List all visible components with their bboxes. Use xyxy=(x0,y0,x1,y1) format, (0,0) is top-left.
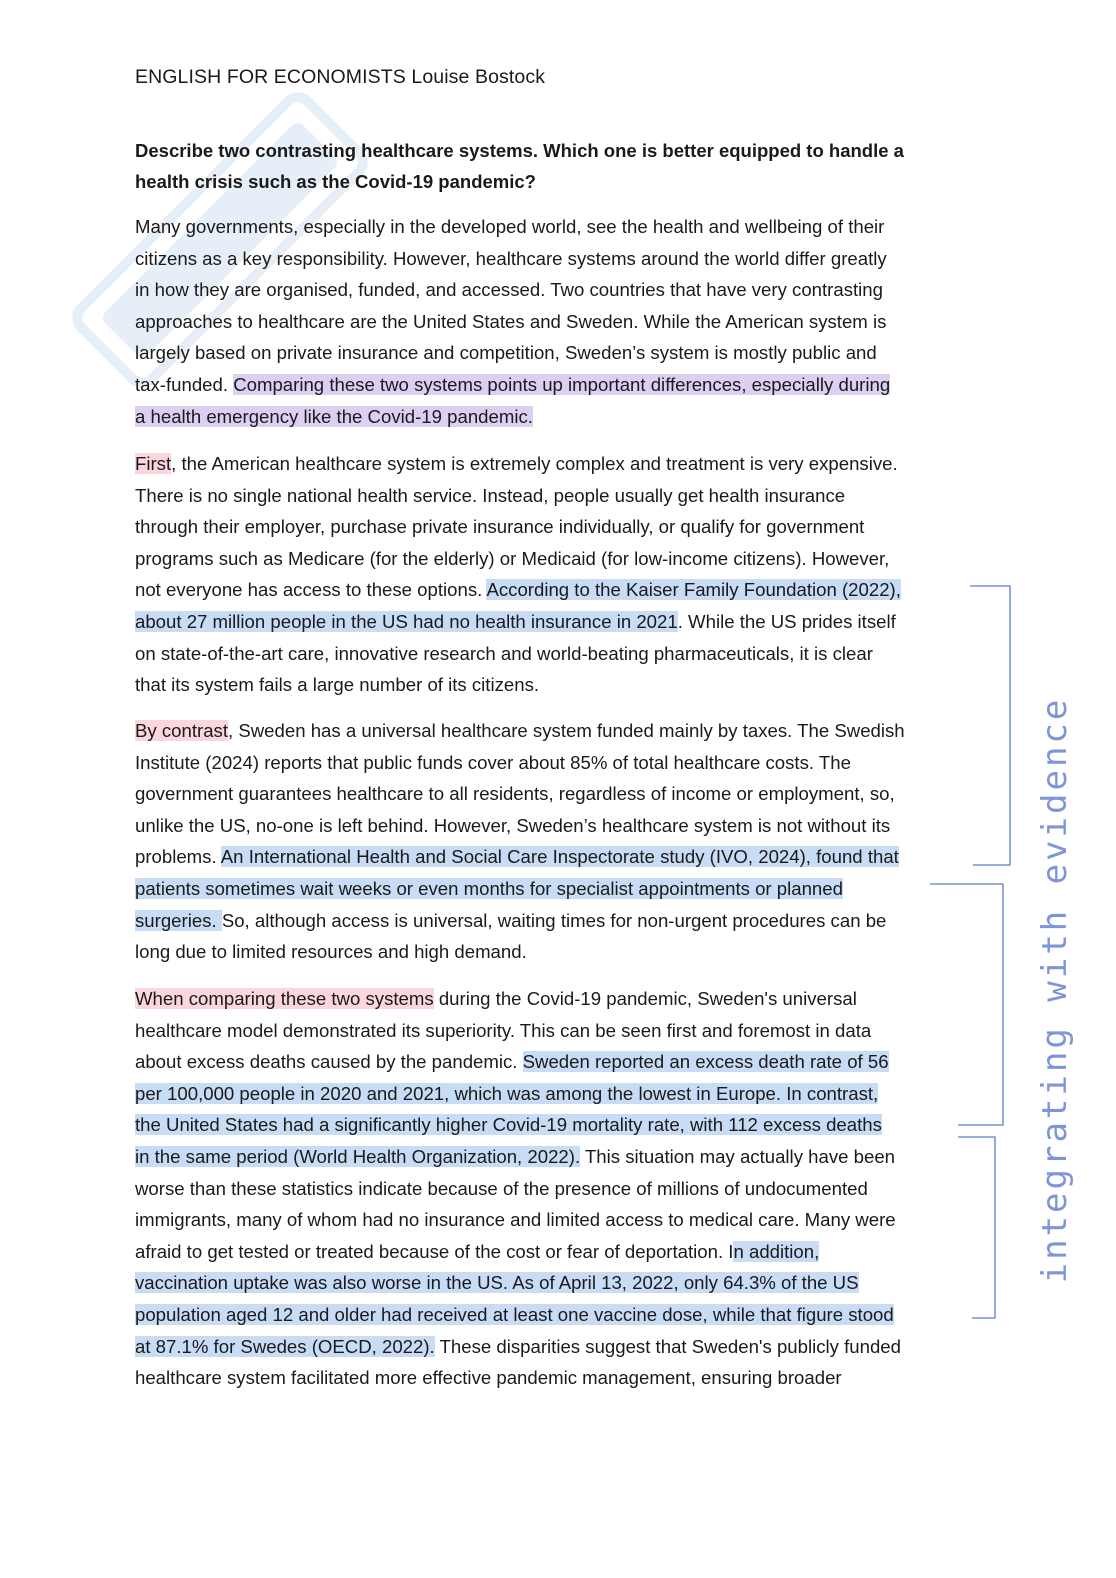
text-line: Many governments, especially in the developed world, see the health and wellbeing of their xyxy=(135,216,885,237)
evidence-highlight: surgeries. xyxy=(135,909,222,931)
text-line xyxy=(135,369,980,401)
question-line: health crisis such as the Covid-19 pandemic? xyxy=(135,171,536,192)
text-line: through their employer, purchase private insurance individually, or qualify for government xyxy=(135,516,865,538)
evidence-highlight: population aged 12 and older had received at least one vaccine dose, while that figure stood xyxy=(135,1303,894,1325)
text-line xyxy=(135,606,980,638)
text-line xyxy=(135,715,980,747)
text-line: unlike the US, no-one is left behind. However, Sweden’s healthcare system is not without its xyxy=(135,814,891,836)
paragraph-sweden-system xyxy=(135,715,980,968)
text-line xyxy=(135,1078,980,1110)
text-line: that its system fails a large number of its citizens. xyxy=(135,674,540,696)
text-line: Institute (2024) reports that public funds cover about 85% of total healthcare costs. The xyxy=(135,751,851,773)
text-run: . While the US prides itself xyxy=(677,610,896,632)
text-line xyxy=(135,1046,980,1078)
text-line: worse than these statistics indicate because of the presence of millions of undocumented xyxy=(135,1177,868,1199)
linking-word-highlight: When comparing these two systems xyxy=(135,988,434,1009)
evidence-highlight: the United States had a significantly higher Covid-19 mortality rate, with 112 excess deaths xyxy=(135,1114,882,1136)
evidence-highlight: at 87.1% for Swedes (OECD, 2022). xyxy=(135,1335,435,1357)
text-run: So, although access is universal, waiting times for non-urgent procedures can be xyxy=(221,909,887,931)
evidence-highlight: vaccination uptake was also worse in the US. As of April 13, 2022, only 64.3% of the US xyxy=(135,1272,859,1294)
evidence-highlight: n addition, xyxy=(733,1240,820,1262)
text-run: This situation may actually have been xyxy=(580,1145,896,1167)
linking-word-highlight: First xyxy=(135,453,172,474)
evidence-highlight: Sweden reported an excess death rate of 56 xyxy=(522,1051,889,1073)
text-line: long due to limited resources and high demand. xyxy=(135,941,527,963)
text-line xyxy=(135,1299,980,1331)
text-line: programs such as Medicare (for the elderly) or Medicaid (for low-income citizens). However, xyxy=(135,547,890,569)
text-line: largely based on private insurance and competition, Sweden’s system is mostly public and xyxy=(135,342,877,364)
text-run: during the Covid-19 pandemic, Sweden's universal xyxy=(433,988,857,1009)
evidence-highlight: According to the Kaiser Family Foundation (2022), xyxy=(486,579,901,601)
text-line: healthcare model demonstrated its superiority. This can be seen first and foremost in data xyxy=(135,1019,872,1041)
text-line xyxy=(135,1236,980,1268)
text-run: tax-funded. xyxy=(135,373,234,395)
linking-word-highlight: By contrast xyxy=(135,720,229,741)
text-run: problems. xyxy=(135,846,221,868)
text-line: There is no single national health service. Instead, people usually get health insurance xyxy=(135,484,846,506)
text-line xyxy=(135,1331,980,1363)
text-line xyxy=(135,401,980,433)
text-run: not everyone has access to these options. xyxy=(135,579,487,601)
text-line: approaches to healthcare are the United States and Sweden. While the American system is xyxy=(135,310,887,332)
text-line: in how they are organised, funded, and accessed. Two countries that have very contrasting xyxy=(135,279,883,301)
essay-question xyxy=(135,135,965,197)
text-line xyxy=(135,1141,980,1173)
evidence-highlight: about 27 million people in the US had no health insurance in 2021 xyxy=(135,610,678,632)
paragraph-us-system xyxy=(135,448,980,701)
text-line: immigrants, many of whom had no insurance and limited access to medical care. Many were xyxy=(135,1209,896,1231)
text-line: on state-of-the-art care, innovative research and world-beating pharmaceuticals, it is clear xyxy=(135,642,873,664)
evidence-highlight: patients sometimes wait weeks or even months for specialist appointments or planned xyxy=(135,877,843,899)
text-line: government guarantees healthcare to all residents, regardless of income or employment, so, xyxy=(135,783,895,805)
evidence-highlight: An International Health and Social Care Inspectorate study (IVO, 2024), found that xyxy=(220,846,899,868)
text-line xyxy=(135,983,980,1015)
evidence-highlight: per 100,000 people in 2020 and 2021, which was among the lowest in Europe. In contrast, xyxy=(135,1082,879,1104)
thesis-highlight: a health emergency like the Covid-19 pandemic. xyxy=(135,405,533,427)
text-line xyxy=(135,448,980,480)
document-header: ENGLISH FOR ECONOMISTS Louise Bostock xyxy=(135,66,546,88)
text-run: , the American healthcare system is extremely complex and treatment is very expensive. xyxy=(171,453,898,474)
text-line xyxy=(135,1267,980,1299)
text-line xyxy=(135,1109,980,1141)
evidence-highlight: in the same period (World Health Organization, 2022). xyxy=(135,1145,581,1167)
question-line: Describe two contrasting healthcare systems. Which one is better equipped to handle a xyxy=(135,140,904,161)
text-line xyxy=(135,873,980,905)
text-line: citizens as a key responsibility. However, healthcare systems around the world differ greatly xyxy=(135,247,887,269)
text-line xyxy=(135,841,980,873)
paragraph-covid-comparison xyxy=(135,983,980,1394)
text-line xyxy=(135,574,980,606)
paragraph-introduction xyxy=(135,211,980,432)
text-run: , Sweden has a universal healthcare system funded mainly by taxes. The Swedish xyxy=(228,720,905,741)
text-line xyxy=(135,905,980,937)
text-run: about excess deaths caused by the pandemic. xyxy=(135,1051,523,1073)
thesis-highlight: Comparing these two systems points up important differences, especially during xyxy=(233,373,891,395)
margin-note-text: integrating with evidence xyxy=(1035,696,1075,1284)
text-run: afraid to get tested or treated because of the cost or fear of deportation. I xyxy=(135,1240,734,1262)
text-run: These disparities suggest that Sweden's publicly funded xyxy=(434,1335,901,1357)
text-line: healthcare system facilitated more effective pandemic management, ensuring broader xyxy=(135,1367,842,1389)
